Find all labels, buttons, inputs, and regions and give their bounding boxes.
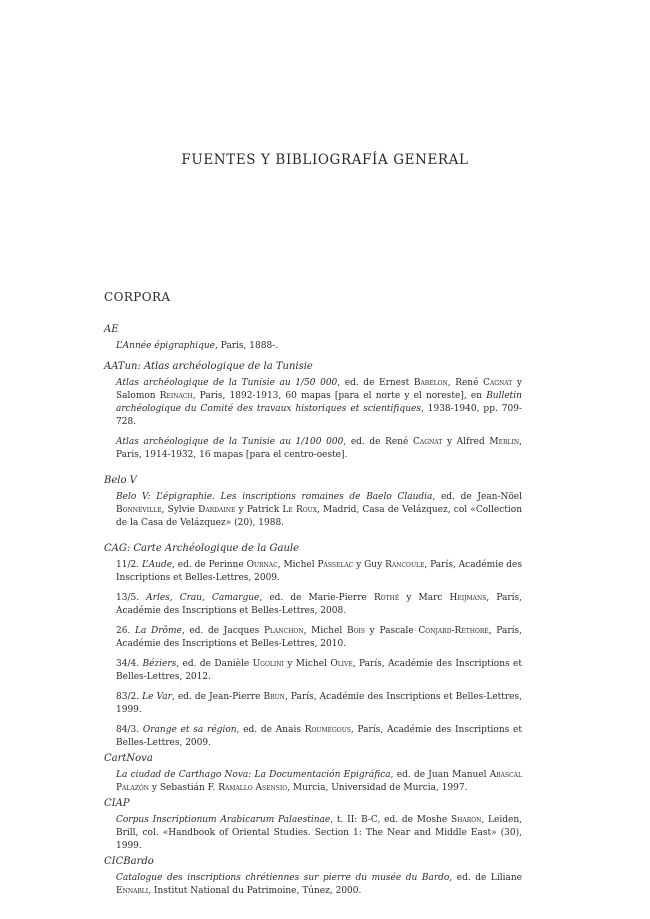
- entry-text: , ed. de Liliane: [449, 873, 522, 883]
- entry-title: La Drôme: [135, 626, 182, 636]
- abbrev-cicbardo: CICBardo: [104, 856, 154, 867]
- author-name: Conjard-Réthoré: [418, 626, 489, 636]
- entry-cag-1: [104, 559, 522, 585]
- author-name: Bois: [346, 626, 365, 636]
- author-name: Roumégous: [304, 725, 351, 735]
- section-heading: CORPORA: [104, 290, 171, 304]
- entry-title: Béziers: [142, 659, 177, 669]
- entry-title: Corpus Inscriptionum Arabicarum Palaestinae: [116, 815, 331, 825]
- entry-title: Orange et sa région: [142, 725, 237, 735]
- entry-text: , Leiden, Brill, col. «Handbook of Oriental Studies. Section 1: The Near and Middle East» (30), 1999.: [116, 815, 522, 851]
- entry-text: , París, Académie des Inscriptions et Belles-Lettres, 2009.: [116, 560, 523, 583]
- abbrev-cartnova: CartNova: [104, 753, 153, 764]
- page-title: FUENTES Y BIBLIOGRAFÍA GENERAL: [181, 152, 469, 168]
- author-name: Cagnat: [483, 378, 513, 388]
- entry-text: , Sylvie: [161, 505, 199, 515]
- author-name: Brun: [263, 692, 285, 702]
- author-name: Ugolini: [252, 659, 284, 669]
- abbrev-ciap: CIAP: [104, 798, 130, 809]
- entry-number: 13/5.: [116, 593, 147, 603]
- entry-text: , ed. de Ernest: [337, 378, 414, 388]
- entry-text: y Alfred: [442, 437, 490, 447]
- entry-text: , ed. de Marie-Pierre: [259, 593, 374, 603]
- entry-text: , ed. de Jean-Pierre: [171, 692, 264, 702]
- author-name: Babelon: [413, 378, 448, 388]
- author-name: Dardaine: [198, 505, 236, 515]
- entry-number: 26.: [116, 626, 135, 636]
- entry-text: , ed. de Jean-Nöel: [432, 492, 522, 502]
- entry-text: y Michel: [283, 659, 331, 669]
- entry-text: , París, Académie des Inscriptions et Belles-Lettres, 1999.: [116, 692, 522, 715]
- entry-text: , t. II: B-C, ed. de Moshe: [330, 815, 451, 825]
- entry-text: y Guy: [353, 560, 386, 570]
- entry-text: , Michel: [277, 560, 318, 570]
- entry-text: , París, Académie des Inscriptions et Belles-Lettres, 2012.: [116, 659, 522, 682]
- author-name: Ramallo Asensio: [218, 783, 288, 793]
- entry-cag-5: [104, 691, 522, 717]
- entry-text: y Salomon: [116, 378, 522, 401]
- entry-text: , ed. de Juan Manuel: [390, 770, 490, 780]
- bibliography-list: [104, 323, 522, 900]
- entry-title: Atlas archéologique de la Tunisie au 1/100 000: [116, 437, 344, 447]
- entry-text: , París, Académie des Inscriptions et Belles-Lettres, 2010.: [116, 626, 522, 649]
- entry-text: y Pascale: [365, 626, 419, 636]
- entry-cag-3: [104, 625, 522, 651]
- author-name: Sharon: [450, 815, 482, 825]
- entry-text: , 1938-1940, pp. 709-728.: [116, 404, 522, 427]
- entry-cartnova: [104, 769, 522, 795]
- entry-number: 34/4.: [116, 659, 143, 669]
- entry-text: , París, Académie des Inscriptions et Belles-Lettres, 2008.: [116, 593, 522, 616]
- author-name: Rancoule: [385, 560, 425, 570]
- entry-cag-4: [104, 658, 522, 684]
- author-name: Olive: [330, 659, 353, 669]
- entry-number: 11/2.: [116, 560, 142, 570]
- entry-text: , ed. de Jacques: [181, 626, 264, 636]
- entry-ae: [104, 340, 522, 353]
- entry-title: Belo V: L’épigraphie. Les inscriptions romaines de Baelo Claudia: [116, 492, 433, 502]
- author-name: Planchon: [263, 626, 304, 636]
- entry-text: , París, Académie des Inscriptions et Belles-Lettres, 2009.: [116, 725, 522, 748]
- abbrev-cag: CAG: Carte Archéologique de la Gaule: [104, 543, 299, 554]
- entry-text: y Marc: [399, 593, 450, 603]
- entry-text: , Murcia, Universidad de Murcia, 1997.: [287, 783, 468, 793]
- abbrev-belo: Belo V: [104, 475, 137, 486]
- entry-cag-6: [104, 724, 522, 750]
- entry-ciap: [104, 814, 522, 853]
- entry-text: , ed. de Danièle: [176, 659, 253, 669]
- entry-title: L’Année épigraphique: [116, 341, 215, 351]
- entry-title: Arles, Crau, Camargue: [146, 593, 260, 603]
- entry-text: , Michel: [303, 626, 347, 636]
- entry-title: Catalogue des inscriptions chrétiennes sur pierre du musée du Bardo: [116, 873, 450, 883]
- entry-text: , René: [447, 378, 484, 388]
- entry-number: 84/3.: [116, 725, 143, 735]
- entry-cag-2: [104, 592, 522, 618]
- entry-aatun-1: [104, 377, 522, 429]
- entry-text: , Paris, 1888-.: [215, 341, 279, 351]
- author-name: Ennabli: [116, 886, 149, 896]
- entry-journal: Bulletin archéologique du Comité des travaux historiques et scientifiques: [116, 391, 522, 414]
- entry-text: , Madrid, Casa de Velázquez, col «Collection de la Casa de Velázquez» (20), 1988.: [116, 505, 522, 528]
- entry-number: 83/2.: [116, 692, 143, 702]
- entry-text: , ed. de Anais: [236, 725, 305, 735]
- author-name: Le Roux: [282, 505, 317, 515]
- entry-text: y Sebastián F.: [149, 783, 219, 793]
- author-name: Passelac: [317, 560, 354, 570]
- author-name: Merlin: [489, 437, 520, 447]
- entry-title: Le Var: [142, 692, 172, 702]
- author-name: Bonneville: [116, 505, 162, 515]
- author-name: Cagnat: [413, 437, 443, 447]
- abbrev-aatun: AATun: Atlas archéologique de la Tunisie: [104, 361, 313, 372]
- entry-title: L’Aude: [141, 560, 173, 570]
- entry-text: y Patrick: [235, 505, 283, 515]
- author-name: Abascal Palazón: [116, 770, 522, 793]
- author-name: Rothé: [373, 593, 400, 603]
- entry-text: , ed. de Perinne: [172, 560, 247, 570]
- entry-text: , Paris, 1892-1913, 60 mapas [para el norte y el noreste], en: [192, 391, 487, 401]
- entry-belo: [104, 491, 522, 530]
- entry-title: La ciudad de Carthago Nova: La Documentación Epigráfica: [116, 770, 391, 780]
- entry-text: , Paris, 1914-1932, 16 mapas [para el centro-oeste].: [116, 437, 523, 460]
- entry-cicbardo: [104, 872, 522, 898]
- entry-title: Atlas archéologique de la Tunisie au 1/50 000: [116, 378, 338, 388]
- author-name: Heijmans: [449, 593, 487, 603]
- entry-text: , Institut National du Patrimoine, Túnez, 2000.: [148, 886, 362, 896]
- author-name: Ournac: [246, 560, 278, 570]
- entry-aatun-2: [104, 436, 522, 462]
- author-name: Reinach: [159, 391, 193, 401]
- entry-text: , ed. de René: [343, 437, 414, 447]
- abbrev-ae: AE: [104, 324, 119, 335]
